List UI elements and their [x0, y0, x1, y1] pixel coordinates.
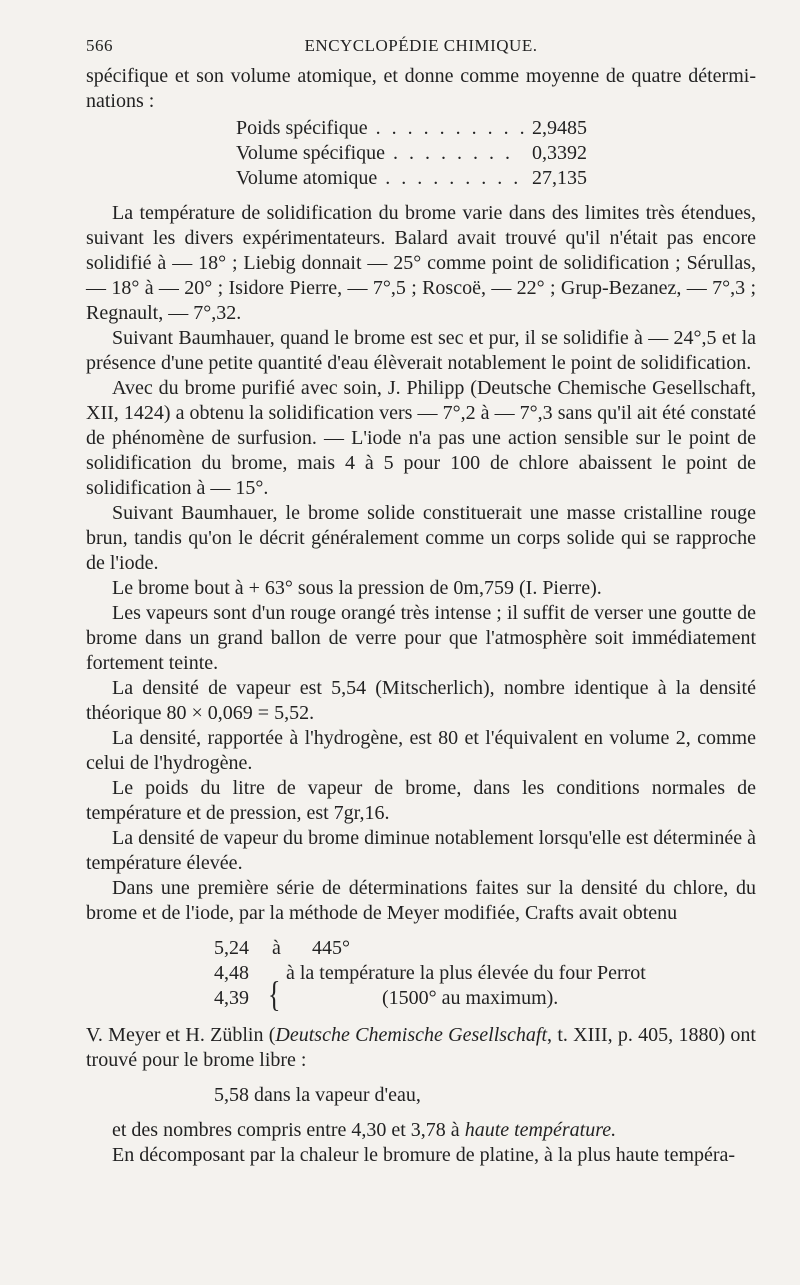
values-table — [236, 116, 587, 191]
intro-paragraph: spécifique et son volume atomique, et donne comme moyenne de quatre détermi-nations : — [86, 65, 756, 112]
paragraph: Le brome bout à + 63° sous la pression de 0m,759 (I. Pierre). — [112, 577, 602, 599]
page-number: 566 — [86, 36, 113, 55]
paragraph: Les vapeurs sont d'un rouge orangé très intense ; il suffit de verser une goutte de brome dans un grand ballon de verre pour que l'atmosphère soit immédiatement fortement teinte. — [86, 602, 756, 674]
result-word: à — [272, 937, 281, 959]
result-row — [214, 961, 756, 986]
paragraph: Suivant Baumhauer, le brome solide constituerait une masse cristalline rouge brun, tandis qu'on le décrit généralement comme un corps solide qui se rapproche de l'iode. — [86, 502, 756, 574]
result-value: 4,39 — [214, 987, 249, 1009]
result-value: 4,48 — [214, 962, 249, 984]
result-temp: 445° — [312, 937, 350, 959]
result-note: (1500° au maximum). — [382, 987, 559, 1009]
value-number: 27,135 — [532, 167, 587, 189]
values-row: Volume spécifique . . . . . . . . 0,3392 — [236, 142, 587, 164]
result-row — [214, 936, 756, 961]
paragraph: La température de solidification du brome varie dans des limites très étendues, suivant les divers expérimentateurs. Balard avait trouvé qu'il n'était pas encore solidifié à — 18° ; Liebig donnait — 25° comme point de solidification ; Sérullas, — 18° à — 20° ; Isidore Pierre, — 7°,5 ; Roscoë, — 22° ; Grup-Bezanez, — 7°,3 ; Regnault, — 7°,32. — [86, 202, 756, 324]
paragraph: Dans une première série de déterminations faites sur la densité du chlore, du brome et de l'iode, par la méthode de Meyer modifiée, Crafts avait obtenu — [86, 877, 756, 924]
value-label: Poids spécifique — [236, 117, 368, 139]
value-label: Volume spécifique — [236, 142, 386, 164]
body-text — [86, 64, 756, 1168]
brace-symbol: { — [268, 974, 281, 1015]
crafts-results — [214, 936, 756, 1015]
final-paragraph: et des nombres compris entre 4,30 et 3,78 à haute température. — [112, 1119, 617, 1141]
values-row: Volume atomique . . . . . . . . . 27,135 — [236, 167, 587, 189]
page-header — [86, 36, 756, 58]
running-title: ENCYCLOPÉDIE CHIMIQUE. — [304, 36, 538, 55]
result-row — [214, 986, 756, 1011]
last-paragraph: En décomposant par la chaleur le bromure de platine, à la plus haute tempéra- — [112, 1144, 736, 1166]
values-row: Poids spécifique . . . . . . . . . . 2,9485 — [236, 117, 587, 139]
paragraph: La densité de vapeur est 5,54 (Mitscherlich), nombre identique à la densité théorique 80 × 0,069 = 5,52. — [86, 677, 756, 724]
paragraph: La densité, rapportée à l'hydrogène, est 80 et l'équivalent en volume 2, comme celui de l'hydrogène. — [86, 727, 756, 774]
value-number: 0,3392 — [532, 142, 587, 164]
paragraph: La densité de vapeur du brome diminue notablement lorsqu'elle est déterminée à température élevée. — [86, 827, 756, 874]
water-vapour-line: 5,58 dans la vapeur d'eau, — [214, 1084, 421, 1106]
paragraph: Avec du brome purifié avec soin, J. Philipp (Deutsche Chemische Gesellschaft, XII, 1424) a obtenu la solidification vers — 7°,2 à — 7°,3 sans qu'il ait été constaté de phénomène de surfusion. — L'iode n'a pas une action sensible sur le point de solidification du brome, mais 4 à 5 pour 100 de chlore abaissent le point de solidification à — 15°. — [86, 377, 756, 499]
meyer-paragraph: V. Meyer et H. Züblin (Deutsche Chemische Gesellschaft, t. XIII, p. 405, 1880) ont trouvé pour le brome libre : — [86, 1024, 756, 1071]
result-note: à la température la plus élevée du four Perrot — [286, 962, 646, 984]
paragraph: Le poids du litre de vapeur de brome, dans les conditions normales de température et de pression, est 7gr,16. — [86, 777, 756, 824]
value-label: Volume atomique — [236, 167, 378, 189]
journal-title: Deutsche Chemische Gesellschaft — [275, 1024, 548, 1046]
result-value: 5,24 — [214, 937, 249, 959]
value-number: 2,9485 — [532, 117, 587, 139]
paragraph: Suivant Baumhauer, quand le brome est sec et pur, il se solidifie à — 24°,5 et la présence d'une petite quantité d'eau élèverait notablement le point de solidification. — [86, 327, 756, 374]
